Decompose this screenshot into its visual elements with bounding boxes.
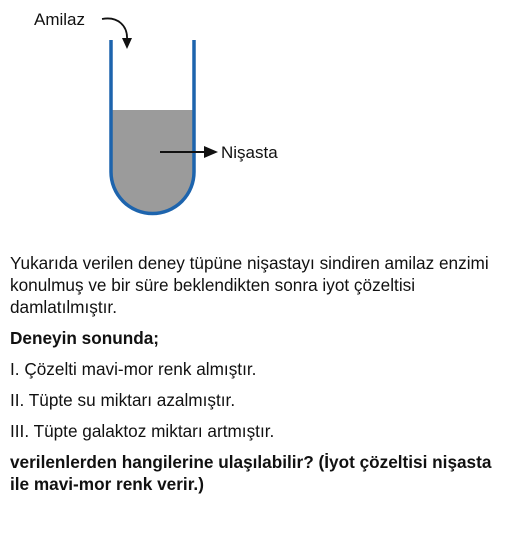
question-text — [10, 252, 498, 495]
starch-pointer-head — [204, 146, 218, 158]
enzyme-arrow — [102, 18, 127, 40]
statement-2: II. Tüpte su miktarı azalmıştır. — [10, 390, 236, 410]
starch-solution — [111, 110, 194, 213]
statement-3: III. Tüpte galaktoz miktarı artmıştır. — [10, 421, 275, 441]
result-heading: Deneyin sonunda; — [10, 328, 159, 348]
test-tube-diagram — [0, 0, 505, 240]
enzyme-arrow-head — [122, 38, 132, 49]
enzyme-label: Amilaz — [34, 10, 86, 29]
starch-label: Nişasta — [221, 143, 278, 162]
question-prompt: verilenlerden hangilerine ulaşılabilir? (İyot çözeltisi nişasta ile mavi-mor renk verir.) — [10, 452, 492, 494]
test-tube-figure — [0, 0, 505, 240]
intro-paragraph: Yukarıda verilen deney tüpüne nişastayı sindiren amilaz enzimi konulmuş ve bir süre beklendikten sonra iyot çözeltisi damlatılmıştır. — [10, 253, 489, 317]
statement-1: I. Çözelti mavi-mor renk almıştır. — [10, 359, 257, 379]
